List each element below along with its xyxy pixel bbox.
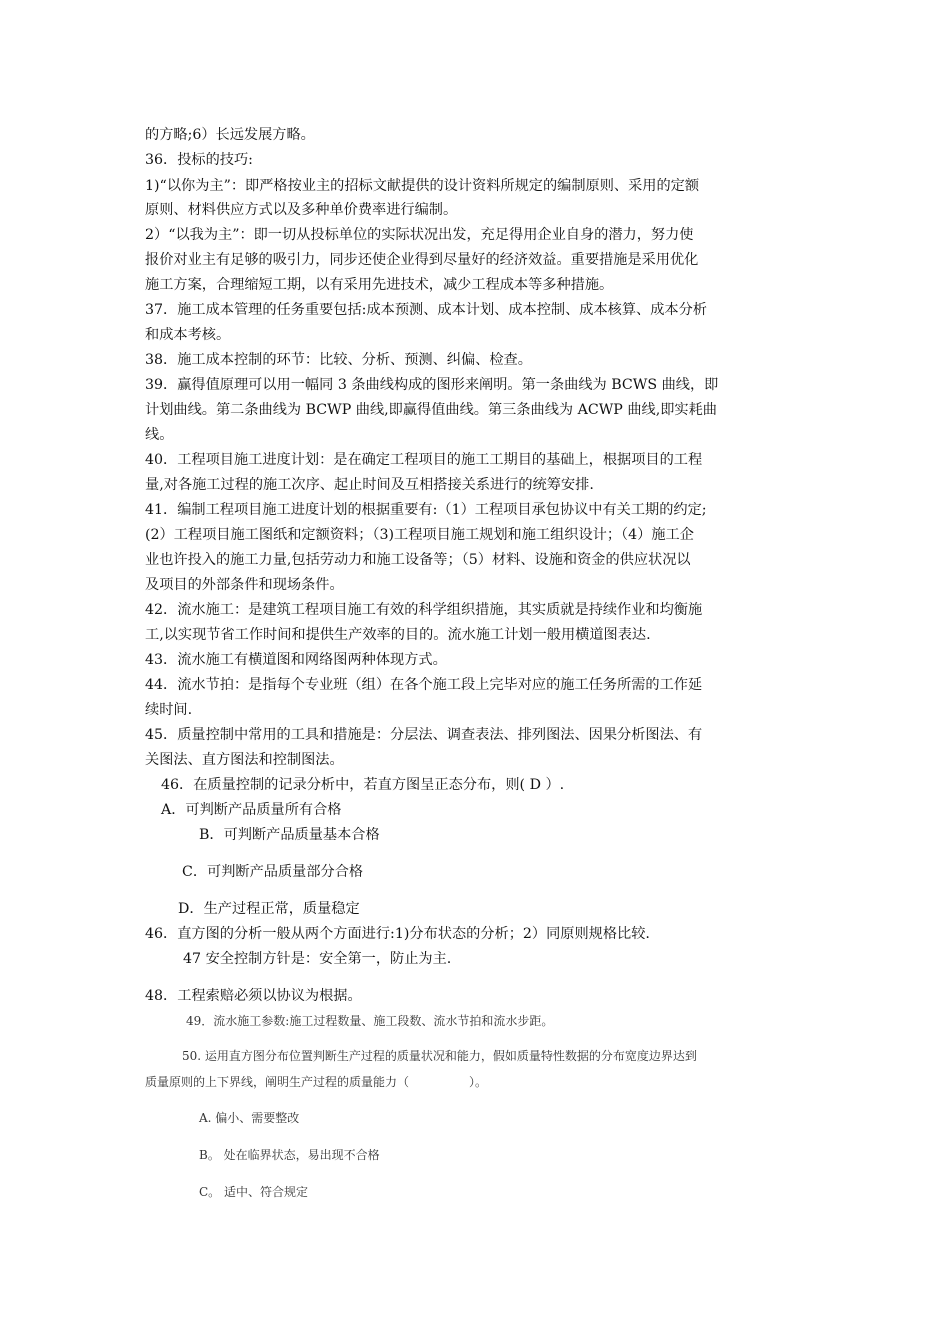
text-line: 的方略;6）长远发展方略。: [145, 127, 315, 143]
text-line: 业也许投入的施工力量,包括劳动力和施工设备等；（5）材料、设施和资金的供应状况以: [145, 552, 691, 568]
text-line: 关图法、直方图法和控制图法。: [145, 752, 344, 768]
text-line: 44．流水节拍：是指每个专业班（组）在各个施工段上完毕对应的施工任务所需的工作延: [145, 677, 703, 693]
option-c: C。 适中、符合规定: [199, 1185, 308, 1199]
option-a: A. 偏小、需要整改: [199, 1111, 300, 1125]
text-line: 48．工程索赔必须以协议为根据。: [145, 988, 362, 1004]
option-d: D．生产过程正常，质量稳定: [178, 901, 360, 917]
text-line: 续时间.: [145, 702, 193, 718]
option-b: B．可判断产品质量基本合格: [199, 827, 380, 843]
text-line: 施工方案，合理缩短工期，以有采用先进技术，减少工程成本等多种措施。: [145, 277, 614, 293]
text-line: 40．工程项目施工进度计划：是在确定工程项目的施工工期目的基础上，根据项目的工程: [145, 452, 703, 468]
text-line: 2）“以我为主”：即一切从投标单位的实际状况出发，充足得用企业自身的潜力，努力使: [145, 227, 694, 243]
question-text: 50. 运用直方图分布位置判断生产过程的质量状况和能力，假如质量特性数据的分布宽度边界达到: [182, 1049, 697, 1063]
text-line: 47 安全控制方针是：安全第一，防止为主.: [183, 951, 452, 967]
text-line: 报价对业主有足够的吸引力，同步还使企业得到尽量好的经济效益。重要措施是采用优化: [145, 252, 699, 268]
option-a: A．可判断产品质量所有合格: [161, 802, 342, 818]
text-line: 线。: [145, 427, 174, 443]
text-line: 及项目的外部条件和现场条件。: [145, 577, 344, 593]
question-text: 质量原则的上下界线，阐明生产过程的质量能力（ ）。: [145, 1075, 488, 1089]
text-line: 和成本考核。: [145, 327, 231, 343]
text-line: 原则、材料供应方式以及多种单价费率进行编制。: [145, 202, 458, 218]
text-line: 1)“以你为主”：即严格按业主的招标文献提供的设计资料所规定的编制原则、采用的定额: [145, 178, 700, 194]
text-line: 46．直方图的分析一般从两个方面进行:1)分布状态的分析；2）同原则规格比较.: [145, 926, 650, 942]
text-line: 42．流水施工：是建筑工程项目施工有效的科学组织措施，其实质就是持续作业和均衡施: [145, 602, 703, 618]
text-line: 39．赢得值原理可以用一幅同 3 条曲线构成的图形来阐明。第一条曲线为 BCWS 曲线，即: [145, 377, 719, 393]
text-line: (2）工程项目施工图纸和定额资料；（3)工程项目施工规划和施工组织设计；（4）施工企: [145, 527, 694, 543]
question-text: 46．在质量控制的记录分析中，若直方图呈正态分布，则( D ）.: [161, 777, 565, 793]
option-b: B。 处在临界状态，易出现不合格: [199, 1148, 380, 1162]
text-line: 38．施工成本控制的环节：比较、分析、预测、纠偏、检查。: [145, 352, 532, 368]
text-line: 计划曲线。第二条曲线为 BCWP 曲线,即赢得值曲线。第三条曲线为 ACWP 曲线,即实耗曲: [145, 402, 717, 418]
text-line: 45．质量控制中常用的工具和措施是：分层法、调查表法、排列图法、因果分析图法、有: [145, 727, 703, 743]
text-line: 41．编制工程项目施工进度计划的根据重要有:（1）工程项目承包协议中有关工期的约定;: [145, 502, 707, 518]
text-line: 49．流水施工参数:施工过程数量、施工段数、流水节拍和流水步距。: [186, 1014, 554, 1028]
text-line: 量,对各施工过程的施工次序、起止时间及互相搭接关系进行的统筹安排.: [145, 477, 594, 493]
option-c: C．可判断产品质量部分合格: [182, 864, 364, 880]
text-line: 工,以实现节省工作时间和提供生产效率的目的。流水施工计划一般用横道图表达.: [145, 627, 651, 643]
text-line: 37．施工成本管理的任务重要包括:成本预测、成本计划、成本控制、成本核算、成本分析: [145, 302, 707, 318]
text-line: 43．流水施工有横道图和网络图两种体现方式。: [145, 652, 447, 668]
text-line: 36．投标的技巧:: [145, 152, 253, 168]
